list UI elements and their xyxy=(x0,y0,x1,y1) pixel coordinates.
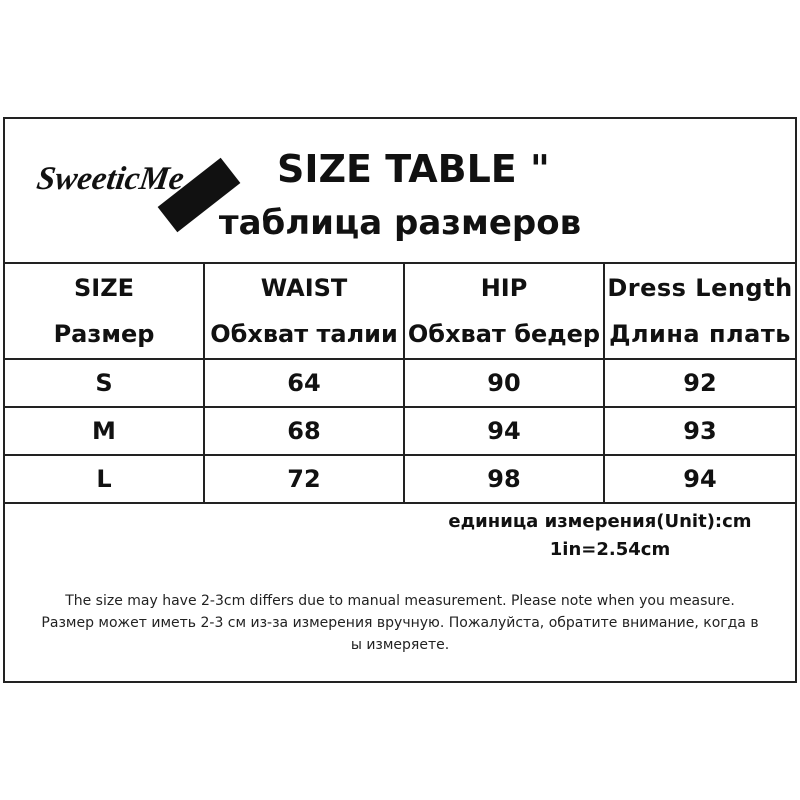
size-cell: L xyxy=(5,456,205,502)
header-label-en: HIP xyxy=(480,274,528,302)
hip-cell: 98 xyxy=(405,456,605,502)
measurement-note-ru-line2: ы измеряете. xyxy=(350,637,450,653)
size-chart-frame xyxy=(3,117,797,683)
length-cell: 94 xyxy=(683,465,717,493)
unit-label: единица измерения(Unit):cm xyxy=(448,511,752,532)
header-cell-size xyxy=(5,264,205,358)
hip-cell: 94 xyxy=(405,408,605,454)
measurement-note-ru-line1: Размер может иметь 2-3 см из-за измерения вручную. Пожалуйста, обратите внимание, когда в xyxy=(41,615,759,631)
header-label-en: Dress Length xyxy=(607,274,793,302)
size-cell: M xyxy=(5,408,205,454)
chart-header xyxy=(5,119,795,264)
table-row xyxy=(5,456,795,504)
brand-logo xyxy=(31,127,251,212)
size-cell: S xyxy=(5,360,205,406)
header-cell-dress-length xyxy=(605,264,795,358)
conversion-label: 1in=2.54cm xyxy=(549,539,671,560)
header-label-ru: Обхват талии xyxy=(210,320,398,348)
waist-cell: 68 xyxy=(205,408,405,454)
header-label-ru: Размер xyxy=(53,320,155,348)
table-header-row xyxy=(5,264,795,360)
header-label-ru: Длина плать xyxy=(609,320,791,348)
waist-cell: 72 xyxy=(205,456,405,502)
header-cell-hip xyxy=(405,264,605,358)
chart-title: SIZE TABLE " xyxy=(277,147,550,191)
size-table xyxy=(5,264,795,504)
chart-subtitle: таблица размеров xyxy=(218,203,582,243)
waist-cell: 64 xyxy=(205,360,405,406)
header-label-ru: Обхват бедер xyxy=(407,320,601,348)
length-cell: 92 xyxy=(683,369,717,397)
hip-cell: 90 xyxy=(405,360,605,406)
length-cell: 93 xyxy=(683,417,717,445)
header-cell-waist xyxy=(205,264,405,358)
header-label-en: SIZE xyxy=(73,274,134,302)
measurement-note-en: The size may have 2-3cm differs due to manual measurement. Please note when you measure. xyxy=(65,593,735,609)
header-label-en: WAIST xyxy=(260,274,348,302)
table-row xyxy=(5,408,795,456)
brand-logo-text: SweeticMe xyxy=(34,161,187,197)
table-row xyxy=(5,360,795,408)
